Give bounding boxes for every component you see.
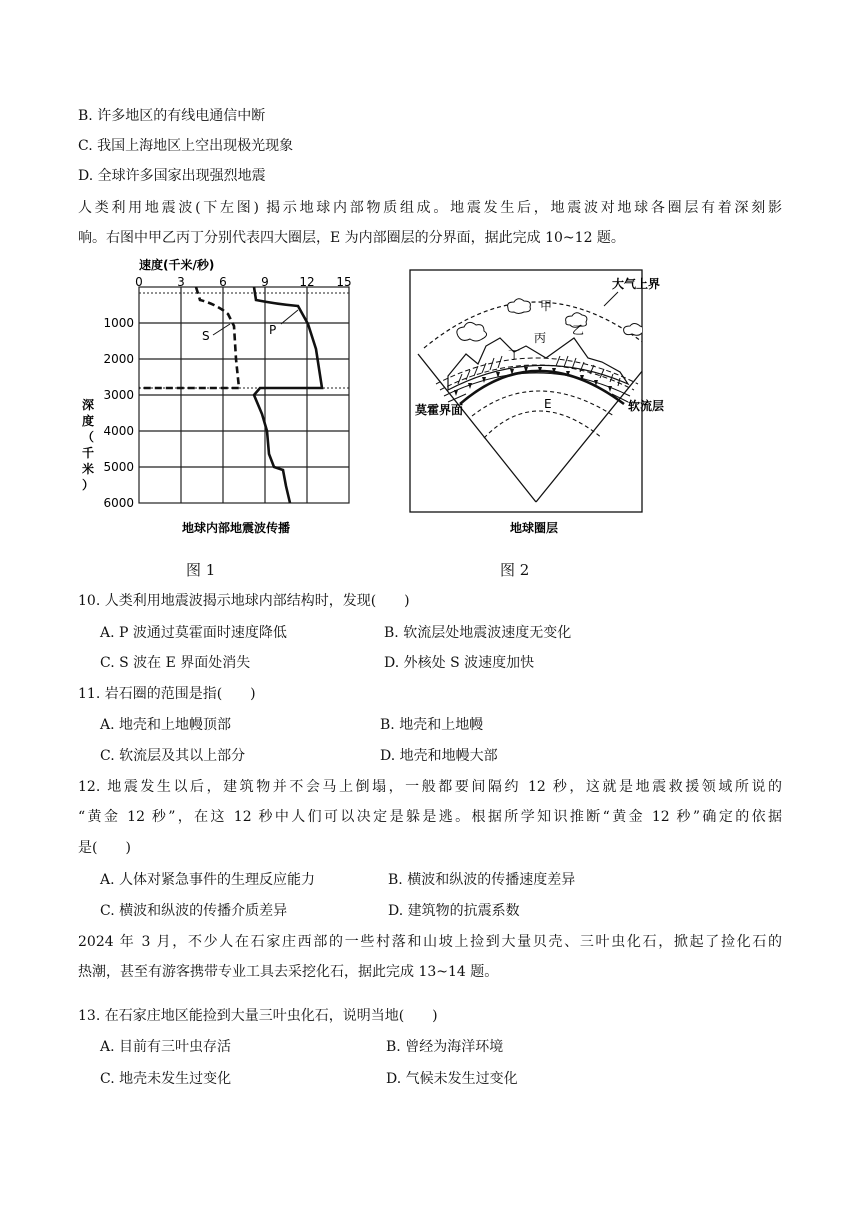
passage-2-line-2: 热潮，甚至有游客携带专业工具去采挖化石，据此完成 13~14 题。 xyxy=(78,964,499,980)
label-e: E xyxy=(544,397,552,411)
x-tick: 12 xyxy=(299,275,315,289)
label-jia: 甲 xyxy=(540,299,553,313)
question-12-line-3: 是( ) xyxy=(78,840,131,856)
figure-1-label: 图 1 xyxy=(186,561,216,579)
p-label-leader xyxy=(281,310,298,324)
figure-2-caption: 地球圈层 xyxy=(509,521,559,535)
figure-1-caption: 地球内部地震波传播 xyxy=(181,521,291,535)
depth-tick: 5000 xyxy=(103,460,134,474)
depth-axis-title xyxy=(81,397,94,492)
svg-text:米: 米 xyxy=(81,462,95,476)
depth-tick: 2000 xyxy=(103,352,134,366)
moho-interface-label: 莫霍界面 xyxy=(415,403,464,417)
q11-option-a: A. 地壳和上地幔顶部 xyxy=(100,717,232,733)
e-boundary-curve xyxy=(484,411,602,438)
q11-option-b: B. 地壳和上地幔 xyxy=(380,717,484,733)
s-wave-curve xyxy=(139,287,239,388)
asthenosphere-curve xyxy=(472,391,614,416)
svg-text:千: 千 xyxy=(81,446,95,460)
q12-option-c: C. 横波和纵波的传播介质差异 xyxy=(100,903,288,919)
q13-option-a: A. 目前有三叶虫存活 xyxy=(100,1039,232,1055)
depth-tick: 3000 xyxy=(103,388,134,402)
asthenosphere-label: 软流层 xyxy=(628,399,665,413)
question-13-stem: 13. 在石家庄地区能捡到大量三叶虫化石，说明当地( ) xyxy=(78,1008,438,1024)
q11-option-c: C. 软流层及其以上部分 xyxy=(100,748,246,764)
s-label-leader xyxy=(213,324,230,335)
x-tick: 15 xyxy=(336,275,352,289)
x-tick: 9 xyxy=(261,275,269,289)
depth-tick: 6000 xyxy=(103,496,134,510)
p-wave-label: P xyxy=(269,323,277,337)
option-c: C. 我国上海地区上空出现极光现象 xyxy=(78,138,294,154)
svg-text:度: 度 xyxy=(81,414,95,428)
atmosphere-label-leader xyxy=(604,292,618,306)
depth-tick: 1000 xyxy=(103,316,134,330)
q10-option-c: C. S 波在 E 界面处消失 xyxy=(100,655,251,671)
x-tick: 6 xyxy=(219,275,227,289)
s-wave-label: S xyxy=(202,329,210,343)
svg-text:深: 深 xyxy=(81,398,95,412)
svg-text:（: （ xyxy=(81,430,95,444)
q10-option-b: B. 软流层处地震波速度无变化 xyxy=(384,625,572,641)
question-11-stem: 11. 岩石圈的范围是指( ) xyxy=(78,686,256,702)
x-tick: 3 xyxy=(177,275,185,289)
question-12-line-1: 12. 地震发生以后，建筑物并不会马上倒塌，一般都要间隔约 12 秒，这就是地震救援领域所说的 xyxy=(78,779,782,795)
option-b: B. 许多地区的有线电通信中断 xyxy=(78,108,266,124)
cloud-icon xyxy=(457,322,487,341)
svg-text:）: ） xyxy=(81,478,95,492)
passage-2-line-1: 2024 年 3 月，不少人在石家庄西部的一些村落和山坡上捡到大量贝壳、三叶虫化石，掀起了捡化石的 xyxy=(78,934,782,950)
q10-option-d: D. 外核处 S 波速度加快 xyxy=(384,655,535,671)
q13-option-d: D. 气候未发生过变化 xyxy=(386,1071,518,1087)
q11-option-d: D. 地壳和地幔大部 xyxy=(380,748,498,764)
option-d: D. 全球许多国家出现强烈地震 xyxy=(78,168,266,184)
q12-option-a: A. 人体对紧急事件的生理反应能力 xyxy=(100,872,316,888)
q13-option-c: C. 地壳未发生过变化 xyxy=(100,1071,232,1087)
atmosphere-boundary-label: 大气上界 xyxy=(612,277,661,291)
passage-1-line-1: 人类利用地震波(下左图) 揭示地球内部物质组成。地震发生后，地震波对地球各圈层有着深刻影 xyxy=(78,200,782,216)
passage-1-line-2: 响。右图中甲乙丙丁分别代表四大圈层，E 为内部圈层的分界面，据此完成 10~12 题。 xyxy=(78,230,625,246)
q12-option-b: B. 横波和纵波的传播速度差异 xyxy=(388,872,576,888)
wedge-right-edge xyxy=(536,354,656,502)
q10-option-a: A. P 波通过莫霍面时速度降低 xyxy=(100,625,287,641)
question-10-stem: 10. 人类利用地震波揭示地球内部结构时，发现( ) xyxy=(78,593,410,609)
q12-option-d: D. 建筑物的抗震系数 xyxy=(388,903,520,919)
q13-option-b: B. 曾经为海洋环境 xyxy=(386,1039,504,1055)
cloud-icon xyxy=(624,324,644,336)
figure-2-label: 图 2 xyxy=(500,561,530,579)
label-yi: 乙 xyxy=(572,323,585,337)
question-12-line-2: “黄金 12 秒”，在这 12 秒中人们可以决定是躲是逃。根据所学知识推断“黄金 12 秒”确定的依据 xyxy=(78,809,782,825)
label-bing: 丙 xyxy=(534,331,547,345)
continental-crust xyxy=(448,338,628,390)
x-tick: 0 xyxy=(135,275,143,289)
chart-grid xyxy=(139,287,349,503)
depth-tick: 4000 xyxy=(103,424,134,438)
figure-1-seismic-chart xyxy=(76,254,376,544)
figure-2-earth-spheres xyxy=(406,266,666,546)
cloud-icon xyxy=(508,299,531,314)
velocity-axis-title: 速度(千米/秒) xyxy=(139,258,215,272)
label-ding: 丁 xyxy=(508,348,521,362)
